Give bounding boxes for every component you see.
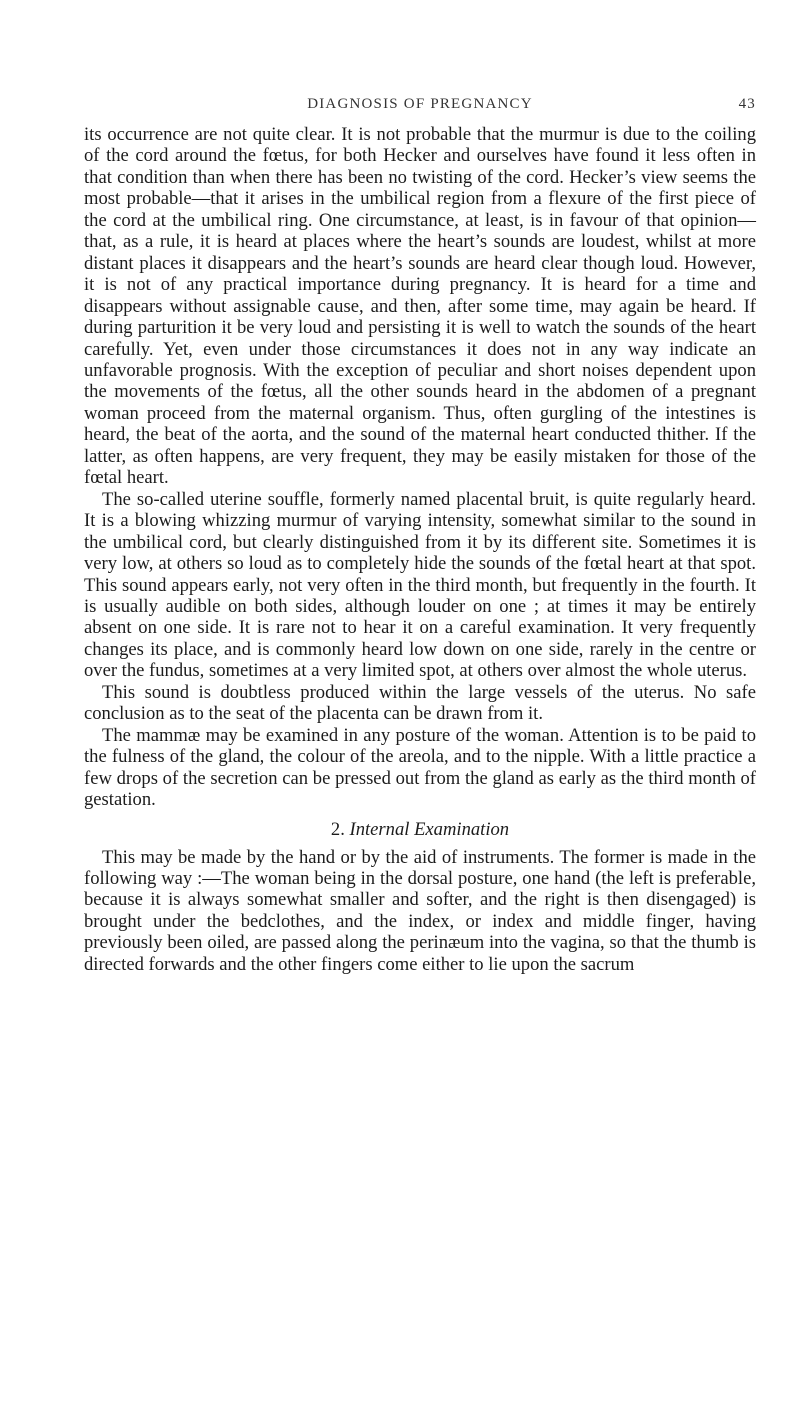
running-head: [84, 96, 756, 118]
section-title: Internal Examination: [349, 818, 510, 840]
body-text: [84, 124, 756, 975]
paragraph-sound-origin: This sound is doubtless produced within the large vessels of the uterus. No safe conclusion as to the seat of the placenta can be drawn from it.: [84, 681, 756, 725]
paragraph-uterine-souffle: The so-called uterine souffle, formerly named placental bruit, is quite regularly heard. It is a blowing whizzing murmur of varying intensity, somewhat similar to the sound in the umbilical cord, but clearly distinguished from it by its different site. Sometimes it is very low, at others so loud as to completely hide the sounds of the fœtal heart at that spot. This sound appears early, not very often in the third month, but frequently in the fourth. It is usually audible on both sides, although louder on one ; at times it may be entirely absent on one side. It is rare not to hear it on a careful examination. It very frequently changes its place, and is commonly heard low down on one side, rarely in the centre or over the fundus, sometimes at a very limited spot, at others over almost the whole uterus.: [84, 488, 756, 682]
paragraph-continued: its occurrence are not quite clear. It is not probable that the murmur is due to the coiling of the cord around the fœtus, for both Hecker and ourselves have found it less often in that condition than when there has been no twisting of the cord. Hecker’s view seems the most probable—that it arises in the umbilical region from a flexure of the first piece of the cord at the umbilical ring. One circumstance, at least, is in favour of that opinion—that, as a rule, it is heard at places where the heart’s sounds are loudest, whilst at more distant places it disappears and the heart’s sounds are heard clear though loud. However, it is not of any practical importance during pregnancy. It is heard for a time and disappears without assignable cause, and then, after some time, may again be heard. If during parturition it be very loud and persisting it is well to watch the sounds of the heart carefully. Yet, even under those circumstances it does not in any way indicate an unfavorable prognosis. With the exception of peculiar and short noises dependent upon the movements of the fœtus, all the other sounds heard in the abdomen of a pregnant woman proceed from the maternal organism. Thus, often gurgling of the intestines is heard, the beat of the aorta, and the sound of the maternal heart conducted thither. If the latter, as often happens, are very frequent, they may be easily mistaken for those of the fœtal heart.: [84, 124, 756, 489]
section-number: 2.: [330, 818, 345, 840]
running-title: DIAGNOSIS OF PREGNANCY: [307, 96, 533, 112]
page-number: 43: [738, 96, 756, 112]
section-heading: [84, 819, 756, 841]
paragraph-mammae: The mammæ may be examined in any posture of the woman. Attention is to be paid to the fulness of the gland, the colour of the areola, and to the nipple. With a little practice a few drops of the secretion can be pressed out from the gland as early as the third month of gestation.: [84, 724, 756, 811]
paragraph-internal-examination: This may be made by the hand or by the aid of instruments. The former is made in the following way :—The woman being in the dorsal posture, one hand (the left is preferable, because it is always somewhat smaller and softer, and the right is then disengaged) is brought under the bedclothes, and the index, or index and middle finger, having previously been oiled, are passed along the perinæum into the vagina, so that the thumb is directed forwards and the other fingers come either to lie upon the sacrum: [84, 846, 756, 975]
